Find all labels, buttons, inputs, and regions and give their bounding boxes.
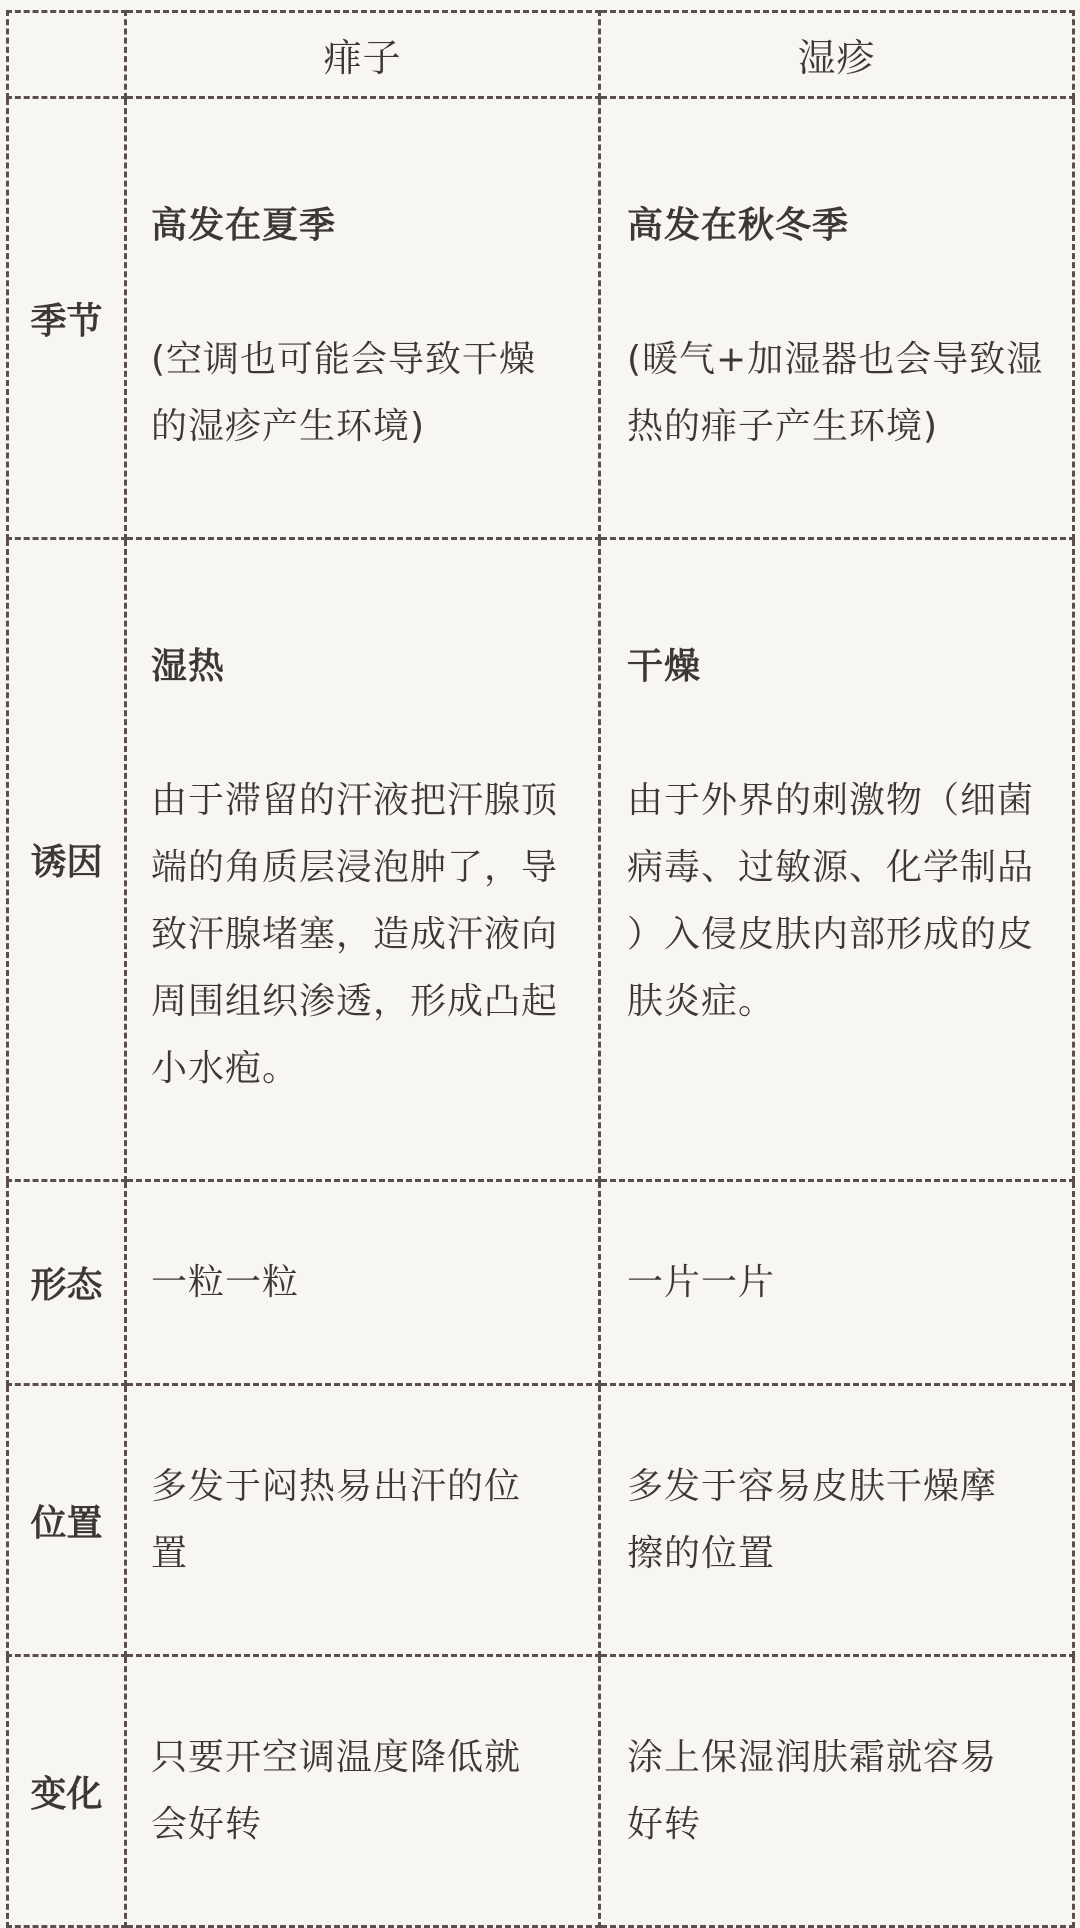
cell-lead-text: 湿热 [151, 646, 226, 687]
corner-cell [8, 12, 126, 98]
column-header-prickly-heat: 痱子 [126, 12, 600, 98]
table-row-change [8, 1656, 1074, 1927]
cell-shape-prickly-heat [126, 1181, 600, 1385]
comparison-table [6, 10, 1075, 1928]
row-label-shape: 形态 [8, 1181, 126, 1385]
cell-cause-eczema [600, 539, 1074, 1181]
cell-text: 多发于闷热易出汗的位 置 [151, 1466, 522, 1574]
cell-location-prickly-heat [126, 1385, 600, 1656]
cell-text: 一粒一粒 [151, 1262, 300, 1303]
column-header-eczema: 湿疹 [600, 12, 1074, 98]
cell-lead-text: 干燥 [627, 646, 702, 687]
cell-note-text: (暖气+加湿器也会导致湿 热的痱子产生环境) [627, 339, 1044, 447]
cell-lead-text: 高发在秋冬季 [627, 205, 850, 246]
cell-text: 一片一片 [627, 1262, 776, 1303]
cell-note-text: 由于滞留的汗液把汗腺顶 端的角质层浸泡肿了，导 致汗腺堵塞，造成汗液向 周围组织渗透，形成凸起 小水疱。 [151, 780, 559, 1089]
cell-season-eczema [600, 98, 1074, 539]
cell-note-text: (空调也可能会导致干燥 的湿疹产生环境) [151, 339, 537, 447]
cell-text: 涂上保湿润肤霜就容易 好转 [627, 1737, 998, 1845]
cell-text: 只要开空调温度降低就 会好转 [151, 1737, 522, 1845]
table-row-shape [8, 1181, 1074, 1385]
row-label-season: 季节 [8, 98, 126, 539]
table-row-season [8, 98, 1074, 539]
row-label-cause: 诱因 [8, 539, 126, 1181]
table-row-location [8, 1385, 1074, 1656]
cell-shape-eczema [600, 1181, 1074, 1385]
cell-lead-text: 高发在夏季 [151, 205, 337, 246]
cell-change-prickly-heat [126, 1656, 600, 1927]
row-label-location: 位置 [8, 1385, 126, 1656]
cell-season-prickly-heat [126, 98, 600, 539]
table-row-cause [8, 539, 1074, 1181]
cell-change-eczema [600, 1656, 1074, 1927]
cell-cause-prickly-heat [126, 539, 600, 1181]
cell-location-eczema [600, 1385, 1074, 1656]
cell-text: 多发于容易皮肤干燥摩 擦的位置 [627, 1466, 998, 1574]
table-header-row [8, 12, 1074, 98]
cell-note-text: 由于外界的刺激物（细菌 病毒、过敏源、化学制品 ）入侵皮肤内部形成的皮 肤炎症。 [627, 780, 1035, 1022]
row-label-change: 变化 [8, 1656, 126, 1927]
